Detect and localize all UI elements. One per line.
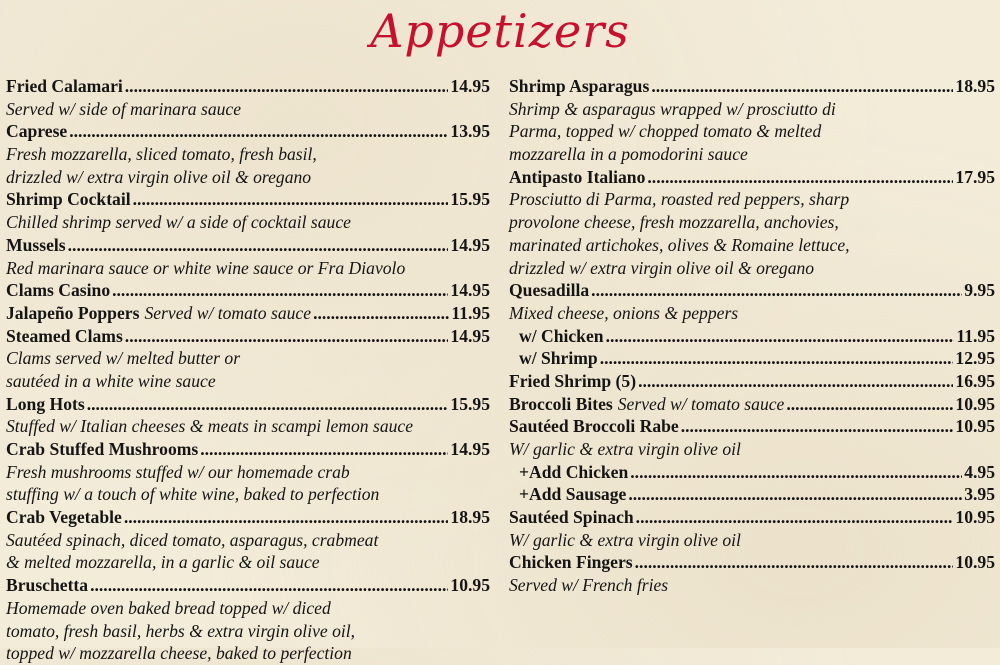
- menu-item-note: Served w/ tomato sauce: [144, 302, 312, 323]
- dot-leader: [635, 551, 954, 574]
- menu-item-price: 11.95: [956, 325, 995, 346]
- dot-leader: [591, 279, 962, 302]
- menu-item-name: Shrimp Asparagus: [509, 76, 650, 96]
- menu-item-description: Clams served w/ melted butter or: [6, 348, 241, 369]
- menu-item-price: 18.95: [450, 507, 490, 528]
- menu-item: [509, 461, 995, 484]
- menu-item-price: 10.95: [450, 575, 490, 596]
- dot-leader: [125, 75, 449, 98]
- menu-item: [509, 393, 995, 416]
- menu-item-price: 11.95: [451, 302, 490, 323]
- menu-item: [509, 370, 995, 393]
- page-title: Appetizers: [370, 4, 630, 58]
- menu-item-description: marinated artichokes, olives & Romaine lettuce,: [509, 234, 850, 255]
- menu-item: [509, 483, 995, 506]
- dot-leader: [133, 188, 449, 211]
- menu-item-price: 13.95: [450, 121, 490, 142]
- menu-item-description: Prosciutto di Parma, roasted red peppers, sharp: [509, 189, 850, 210]
- menu-item-name: Crab Vegetable: [6, 507, 122, 528]
- menu-item-description: topped w/ mozzarella cheese, baked to perfection: [6, 643, 352, 664]
- menu-item-price: 17.95: [955, 166, 995, 187]
- menu-item-name: Sautéed Spinach: [509, 507, 634, 528]
- menu-item: [509, 166, 995, 189]
- menu-item-name: Crab Stuffed Mushrooms: [6, 439, 199, 459]
- dot-leader: [647, 166, 953, 189]
- menu-item: [6, 75, 490, 98]
- dot-leader: [628, 483, 962, 506]
- menu-item: [6, 234, 490, 257]
- menu-item-description: tomato, fresh basil, herbs & extra virgin olive oil,: [6, 620, 356, 641]
- menu-item-name: Broccoli Bites: [509, 393, 613, 414]
- menu-item-description: drizzled w/ extra virgin olive oil & oregano: [509, 257, 815, 278]
- dot-leader: [638, 370, 953, 393]
- menu-item-price: 18.95: [955, 76, 995, 96]
- menu-item-price: 14.95: [450, 280, 490, 301]
- menu-item-name: Caprese: [6, 121, 68, 142]
- menu-item-name: Fried Calamari: [6, 76, 123, 96]
- menu-item: [6, 325, 490, 348]
- menu-item-name: Antipasto Italiano: [509, 166, 646, 187]
- menu-item-price: 14.95: [450, 325, 490, 346]
- menu-item: [6, 393, 490, 416]
- menu-item-description: Fresh mushrooms stuffed w/ our homemade crab: [6, 461, 350, 482]
- menu-item: [509, 325, 995, 348]
- dot-leader: [112, 279, 448, 302]
- menu-item-name: Fried Shrimp (5): [509, 370, 637, 391]
- dot-leader: [600, 347, 954, 370]
- menu-item-name: Long Hots: [6, 393, 85, 414]
- menu-item: [509, 551, 995, 574]
- menu-item-price: 10.95: [955, 393, 995, 414]
- dot-leader: [125, 325, 449, 348]
- menu-item-price: 14.95: [450, 439, 490, 459]
- menu-item-description: Sautéed spinach, diced tomato, asparagus, crabmeat: [6, 529, 379, 550]
- menu-column-right: [509, 75, 995, 597]
- menu-item-note: Served w/ tomato sauce: [617, 393, 785, 414]
- dot-leader: [200, 438, 448, 461]
- dot-leader: [630, 461, 962, 484]
- menu-item: [6, 120, 490, 143]
- menu-item-description: Shrimp & asparagus wrapped w/ prosciutto di: [509, 98, 836, 119]
- menu-item-description: Served w/ French fries: [509, 575, 669, 596]
- dot-leader: [651, 75, 953, 98]
- dot-leader: [606, 325, 955, 348]
- menu-item: [6, 506, 490, 529]
- menu-item-description: Mixed cheese, onions & peppers: [509, 302, 739, 323]
- dot-leader: [636, 506, 954, 529]
- menu-item-description: mozzarella in a pomodorini sauce: [509, 144, 748, 165]
- menu-item-name: Chicken Fingers: [509, 552, 633, 573]
- menu-item-price: 10.95: [955, 552, 995, 573]
- menu-item-description: stuffing w/ a touch of white wine, baked to perfection: [6, 484, 380, 505]
- menu-item: [509, 415, 995, 438]
- menu-item-price: 12.95: [955, 348, 995, 369]
- menu-item: [6, 279, 490, 302]
- menu-item-price: 10.95: [955, 416, 995, 437]
- menu-item-name: Steamed Clams: [6, 325, 123, 346]
- menu-column-left: [6, 75, 490, 665]
- menu-item-name: Shrimp Cocktail: [6, 189, 131, 210]
- menu-item: [6, 302, 490, 325]
- menu-item-name: Bruschetta: [6, 575, 89, 596]
- menu-item-description: W/ garlic & extra virgin olive oil: [509, 439, 741, 459]
- dot-leader: [313, 302, 449, 325]
- menu-item: [6, 188, 490, 211]
- menu-item: [6, 574, 490, 597]
- dot-leader: [124, 506, 449, 529]
- menu-item-name: Mussels: [6, 234, 66, 255]
- menu-item-name: Jalapeño Poppers: [6, 302, 140, 323]
- dot-leader: [90, 574, 448, 597]
- menu-item-description: W/ garlic & extra virgin olive oil: [509, 529, 741, 550]
- menu-item-name: w/ Chicken: [519, 325, 604, 346]
- menu-item-description: Homemade oven baked bread topped w/ diced: [6, 597, 331, 618]
- menu-item-description: Red marinara sauce or white wine sauce or Fra Diavolo: [6, 257, 406, 278]
- menu-item-description: Chilled shrimp served w/ a side of cocktail sauce: [6, 212, 351, 233]
- menu-item-price: 15.95: [450, 189, 490, 210]
- dot-leader: [87, 393, 449, 416]
- menu-item-description: & melted mozzarella, in a garlic & oil sauce: [6, 552, 320, 573]
- menu-item-description: Fresh mozzarella, sliced tomato, fresh basil,: [6, 144, 317, 165]
- menu-item-name: w/ Shrimp: [519, 348, 598, 369]
- menu-item-price: 14.95: [450, 234, 490, 255]
- menu-item-price: 9.95: [964, 280, 995, 301]
- menu-item-price: 4.95: [964, 461, 995, 482]
- menu-item: [509, 506, 995, 529]
- menu-item-name: Sautéed Broccoli Rabe: [509, 416, 679, 437]
- menu-item-description: provolone cheese, fresh mozzarella, anchovies,: [509, 212, 839, 233]
- menu-item-name: Clams Casino: [6, 280, 111, 301]
- menu-item-description: sautéed in a white wine sauce: [6, 370, 216, 391]
- menu-item-description: Served w/ side of marinara sauce: [6, 98, 242, 119]
- menu-item: [509, 279, 995, 302]
- menu-item-price: 16.95: [955, 370, 995, 391]
- menu-item-name: +Add Sausage: [519, 484, 627, 505]
- menu-item-description: drizzled w/ extra virgin olive oil & oregano: [6, 166, 312, 187]
- dot-leader: [68, 234, 449, 257]
- menu-item-description: Stuffed w/ Italian cheeses & meats in scampi lemon sauce: [6, 416, 414, 437]
- menu-item-description: Parma, topped w/ chopped tomato & melted: [509, 121, 822, 142]
- dot-leader: [69, 120, 448, 143]
- menu-item-price: 14.95: [450, 76, 490, 96]
- menu-item-price: 15.95: [450, 393, 490, 414]
- dot-leader: [786, 393, 953, 416]
- menu-item: [509, 347, 995, 370]
- menu-item-price: 3.95: [964, 484, 995, 505]
- menu-item-name: Quesadilla: [509, 280, 590, 301]
- menu-item: [509, 75, 995, 98]
- menu-item-price: 10.95: [955, 507, 995, 528]
- dot-leader: [681, 415, 954, 438]
- menu-item: [6, 438, 490, 461]
- menu-item-name: +Add Chicken: [519, 461, 629, 482]
